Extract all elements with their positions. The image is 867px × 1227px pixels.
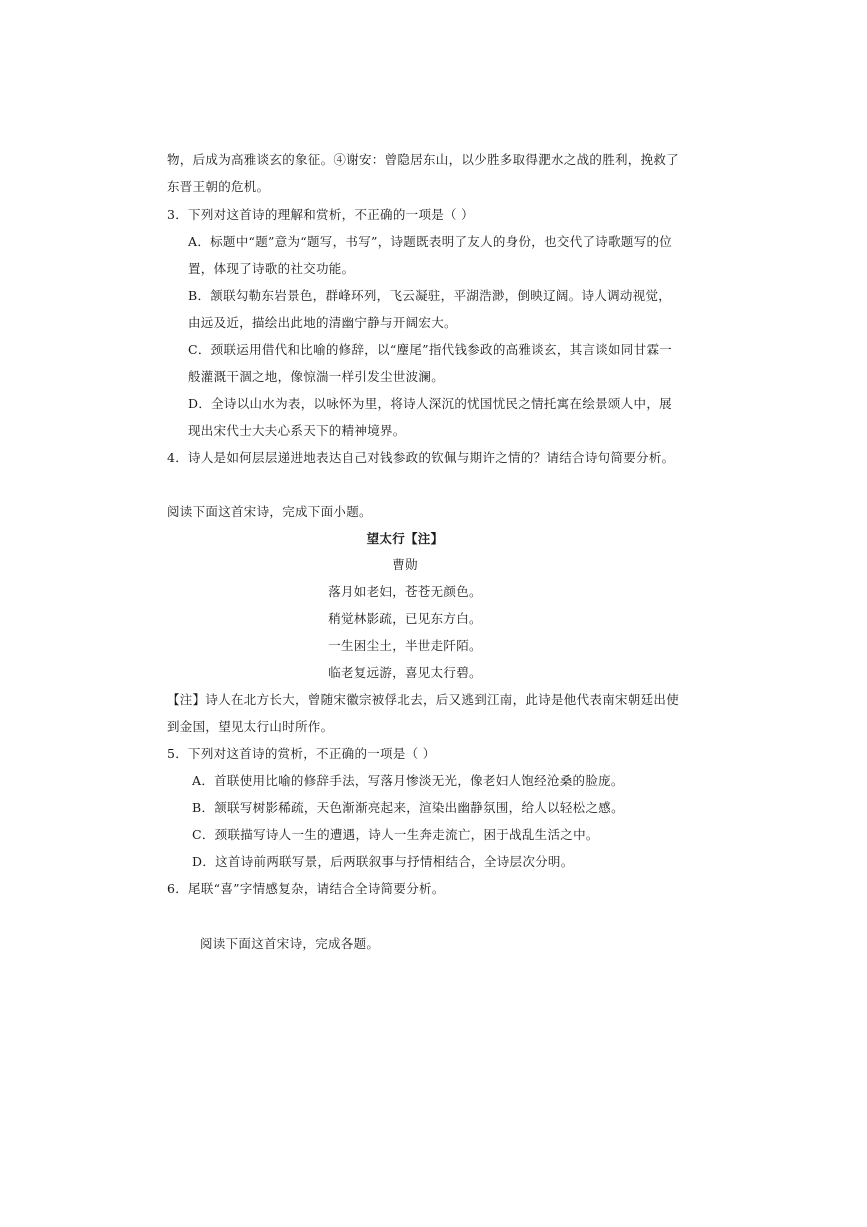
q3-option-d-cont: 现出宋代士大夫心系天下的精神境界。 <box>188 423 406 438</box>
q5-option-c: C．颈联描写诗人一生的遭遇，诗人一生奔走流亡，困于战乱生活之中。 <box>192 827 599 842</box>
poem-line: 稍觉林影疏，已见东方白。 <box>328 611 482 626</box>
section-instruction: 阅读下面这首宋诗，完成下面小题。 <box>167 504 372 519</box>
poem-line: 落月如老妇，苍苍无颜色。 <box>328 584 482 599</box>
q5-option-d: D．这首诗前两联写景，后两联叙事与抒情相结合，全诗层次分明。 <box>192 854 574 869</box>
q5-option-b: B．颔联写树影稀疏，天色渐渐亮起来，渲染出幽静氛围，给人以轻松之感。 <box>192 800 624 815</box>
q3-option-a: A．标题中“题”意为“题写，书写”，诗题既表明了友人的身份，也交代了诗歌题写的位 <box>188 234 673 249</box>
poem-note-cont: 到金国，望见太行山时所作。 <box>167 719 334 734</box>
question-5-stem: 5．下列对这首诗的赏析，不正确的一项是（ ） <box>167 746 436 761</box>
poem-author: 曹勋 <box>392 557 418 572</box>
q3-option-d: D．全诗以山水为表，以咏怀为里，将诗人深沉的忧国忧民之情托寓在绘景颂人中，展 <box>188 396 672 411</box>
question-6-stem: 6．尾联“喜”字情感复杂，请结合全诗简要分析。 <box>167 881 445 896</box>
section-instruction: 阅读下面这首宋诗，完成各题。 <box>200 936 380 951</box>
q5-option-a: A．首联使用比喻的修辞手法，写落月惨淡无光，像老妇人饱经沧桑的脸庞。 <box>192 773 624 788</box>
intro-note-line: 物，后成为高雅谈玄的象征。④谢安：曾隐居东山，以少胜多取得淝水之战的胜利，挽救了 <box>167 152 680 167</box>
intro-note-line: 东晋王朝的危机。 <box>167 179 270 194</box>
poem-title: 望太行【注】 <box>366 531 444 546</box>
q3-option-a-cont: 置，体现了诗歌的社交功能。 <box>188 261 355 276</box>
question-3-stem: 3．下列对这首诗的理解和赏析，不正确的一项是（ ） <box>167 207 474 222</box>
poem-note: 【注】诗人在北方长大，曾随宋徽宗被俘北去，后又逃到江南，此诗是他代表南宋朝廷出使 <box>167 692 680 707</box>
q3-option-b-cont: 由远及近，描绘出此地的清幽宁静与开阔宏大。 <box>188 315 457 330</box>
poem-line: 临老复远游，喜见太行碧。 <box>328 665 482 680</box>
poem-line: 一生困尘土，半世走阡陌。 <box>328 638 482 653</box>
question-4-stem: 4．诗人是如何层层递进地表达自己对钱参政的钦佩与期许之情的？请结合诗句简要分析。 <box>167 450 675 465</box>
q3-option-c-cont: 般灌溉干涸之地，像惊湍一样引发尘世波澜。 <box>188 369 445 384</box>
q3-option-c: C．颈联运用借代和比喻的修辞，以“麈尾”指代钱参政的高雅谈玄，其言谈如同甘霖一 <box>188 342 673 357</box>
q3-option-b: B．颔联勾勒东岩景色，群峰环列，飞云凝驻，平湖浩渺，倒映辽阔。诗人调动视觉， <box>188 288 672 303</box>
